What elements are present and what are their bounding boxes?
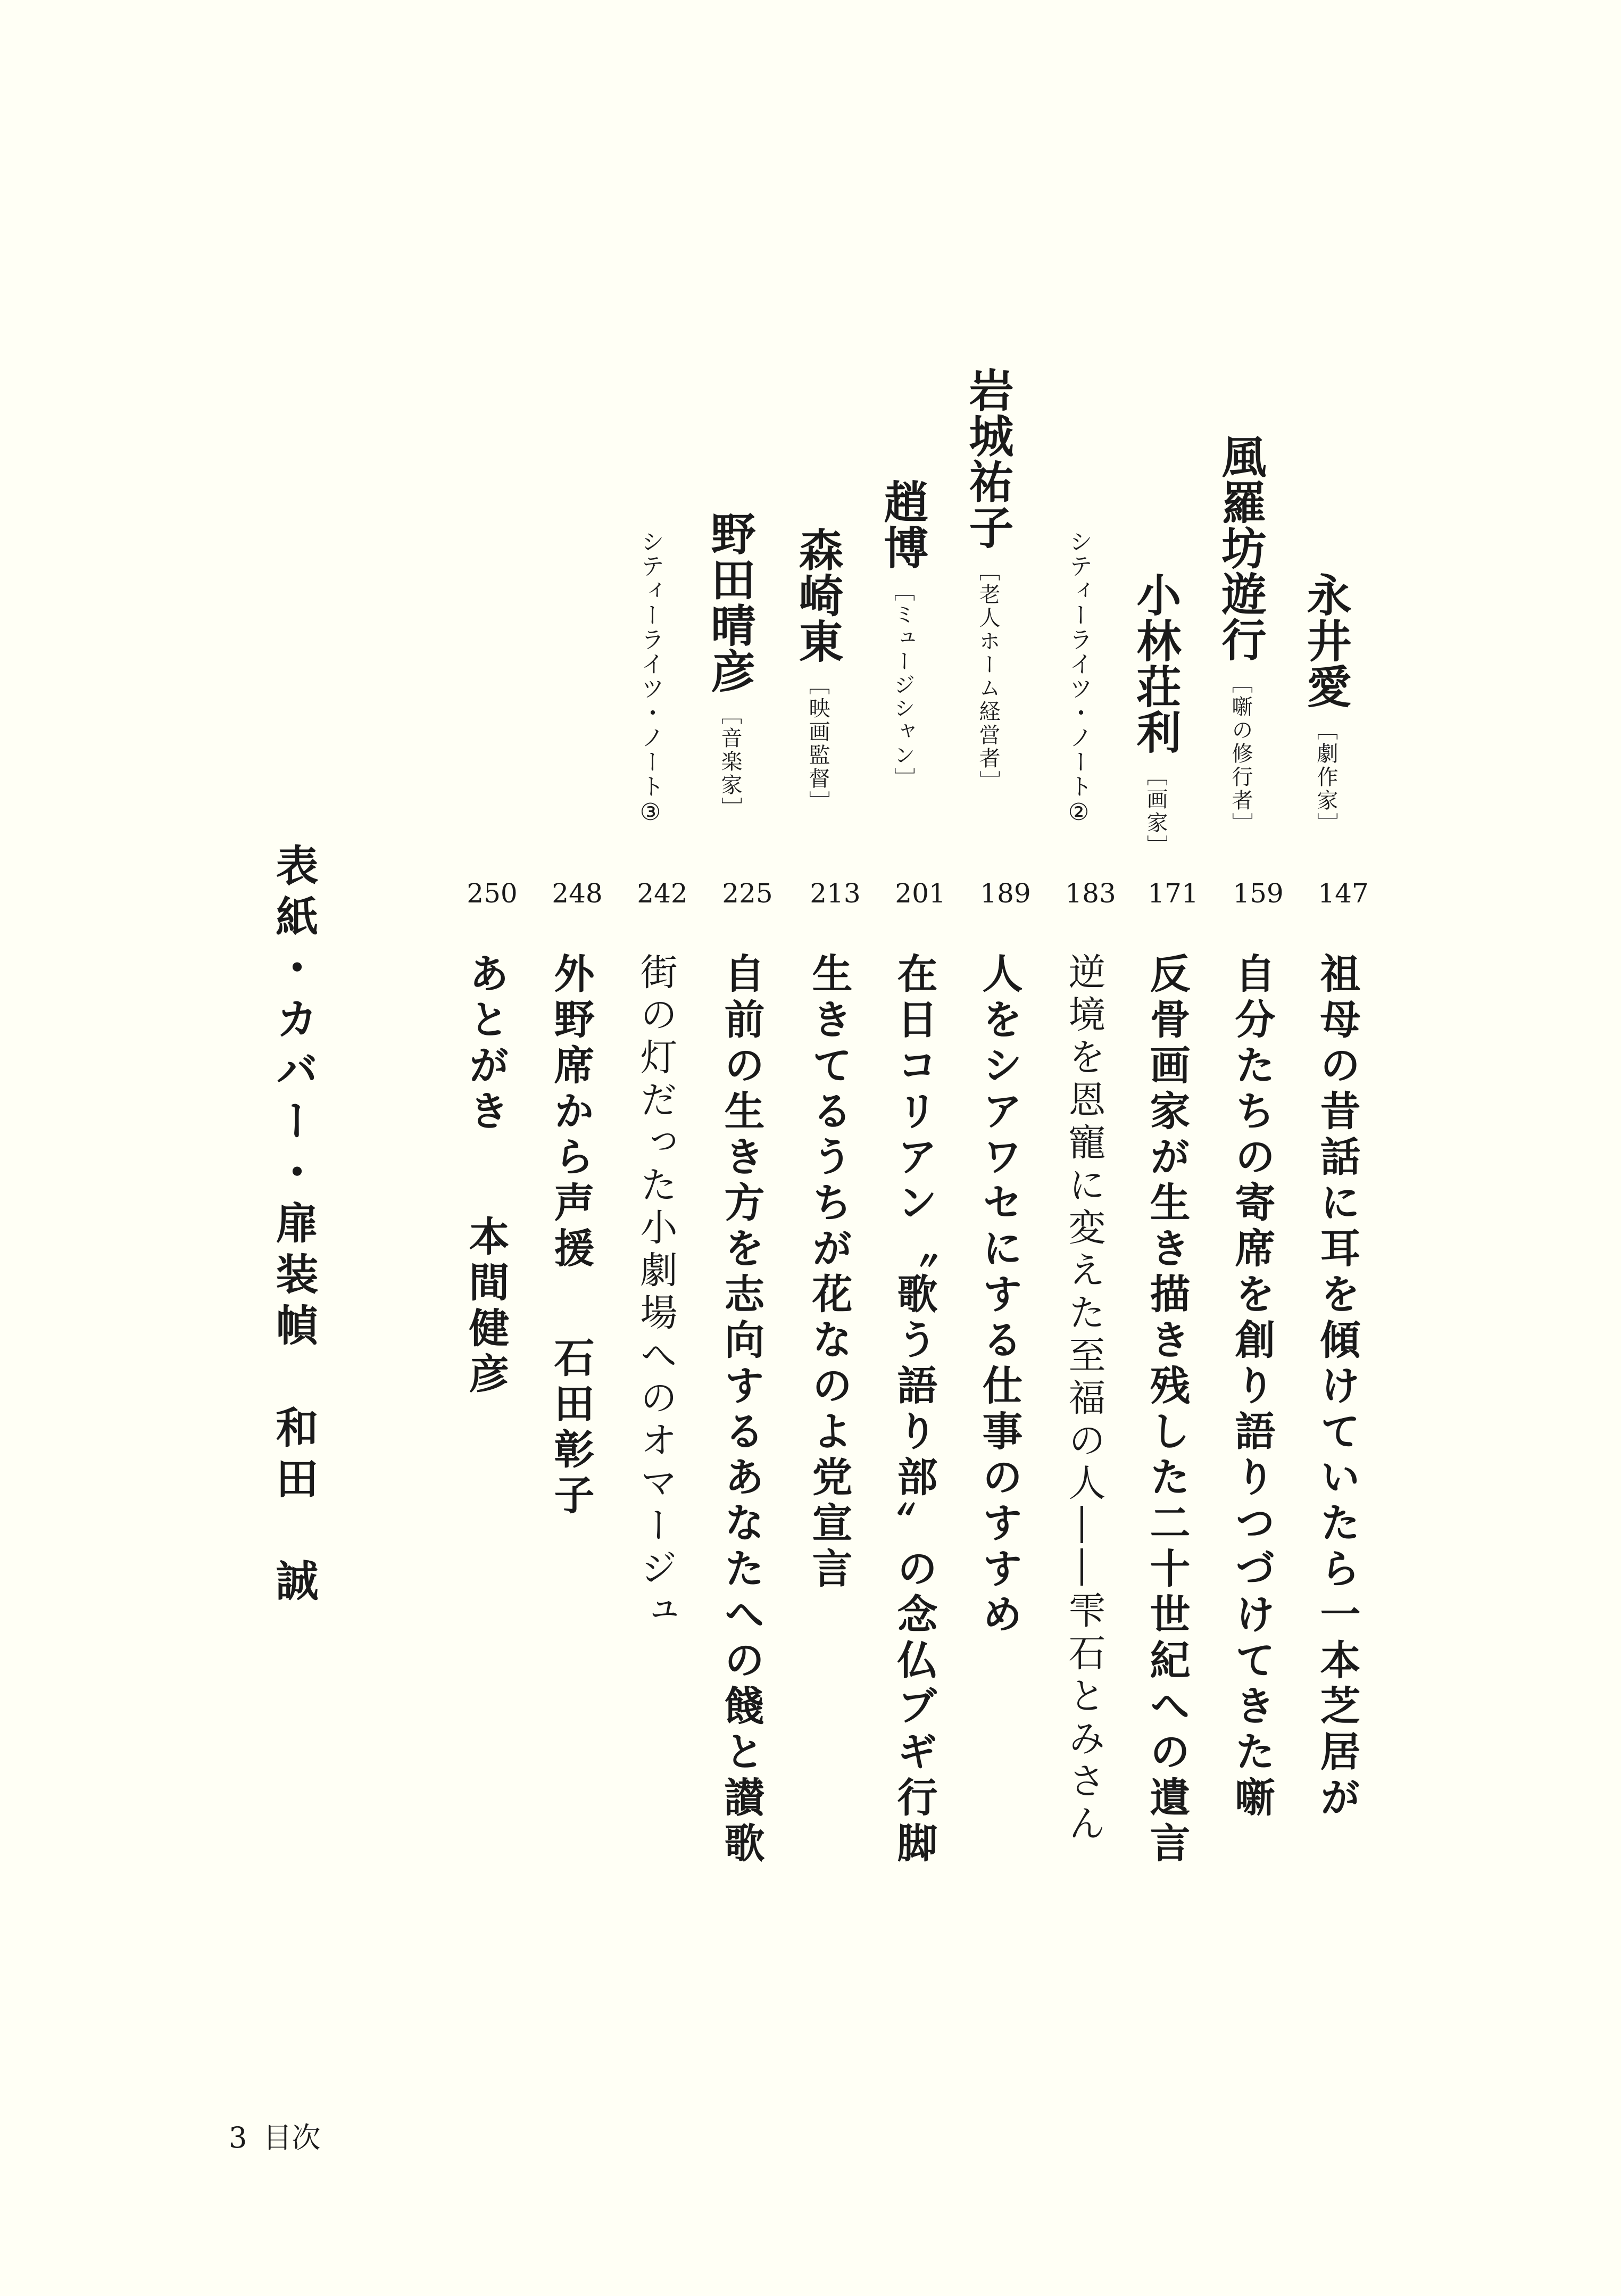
design-credit: 表紙・カバー・扉装幀 和田 誠 bbox=[269, 843, 319, 1610]
toc-entry bbox=[452, 0, 532, 2296]
chapter-title: 反骨画家が生き描き残した二十世紀への遺言 bbox=[1143, 952, 1191, 1868]
chapter-title-text: 街の灯だった小劇場へのオマージュ bbox=[634, 952, 678, 1634]
chapter-title bbox=[1064, 952, 1104, 1846]
person-name: 小林荘利 bbox=[1129, 572, 1182, 755]
page-number: 250 bbox=[467, 878, 518, 909]
toc-entry bbox=[877, 0, 960, 2296]
person-name: 趙博 bbox=[877, 479, 929, 570]
chapter-author: 本間健彦 bbox=[462, 1215, 510, 1398]
toc-entry bbox=[792, 0, 875, 2296]
toc-entry bbox=[537, 0, 617, 2296]
series-note: シティーライツ・ノート② bbox=[1065, 529, 1092, 827]
person-name: 岩城祐子 bbox=[962, 367, 1015, 550]
footer-page-number: 3 bbox=[229, 2121, 247, 2154]
chapter-title bbox=[547, 952, 595, 1520]
person-name: 永井愛 bbox=[1300, 572, 1352, 709]
person-role: ［老人ホーム経営者］ bbox=[976, 560, 1000, 794]
chapter-title: 生きてるうちが花なのよ党宣言 bbox=[805, 952, 853, 1593]
page-number: 242 bbox=[637, 878, 688, 909]
person-block bbox=[792, 527, 844, 814]
person-name: 風羅坊遊行 bbox=[1215, 434, 1267, 662]
chapter-title: 人をシアワセにする仕事のすすめ bbox=[976, 952, 1023, 1639]
person-block bbox=[877, 479, 929, 791]
chapter-title bbox=[462, 952, 510, 1398]
series-note: シティーライツ・ノート③ bbox=[637, 529, 664, 827]
toc-entry bbox=[1051, 0, 1130, 2296]
person-name: 森崎東 bbox=[792, 527, 844, 664]
chapter-title-text: 逆境を恩寵に変えた至福の人――雫石とみさん bbox=[1062, 952, 1106, 1846]
toc-entry bbox=[962, 0, 1045, 2296]
chapter-title bbox=[636, 952, 676, 1634]
chapter-title: 自前の生き方を志向するあなたへの餞と讃歌 bbox=[718, 952, 765, 1868]
chapter-title: 祖母の昔話に耳を傾けていたら一本芝居が bbox=[1314, 952, 1361, 1822]
toc-entry bbox=[1129, 0, 1213, 2296]
toc-entry bbox=[1300, 0, 1383, 2296]
chapter-title: 自分たちの寄席を創り語りつづけてきた噺 bbox=[1228, 952, 1276, 1822]
person-role: ［劇作家］ bbox=[1314, 719, 1338, 836]
person-role: ［映画監督］ bbox=[805, 674, 830, 814]
page-number: 248 bbox=[552, 878, 603, 909]
page-number: 213 bbox=[810, 878, 861, 909]
person-role: ［画家］ bbox=[1143, 765, 1168, 858]
chapter-title-text: あとがき bbox=[462, 952, 510, 1135]
page-number: 189 bbox=[980, 878, 1031, 909]
person-block bbox=[704, 511, 757, 820]
page-number: 183 bbox=[1065, 878, 1116, 909]
person-block bbox=[1300, 572, 1352, 836]
person-role: ［噺の修行者］ bbox=[1228, 672, 1253, 836]
chapter-author: 石田彰子 bbox=[547, 1337, 595, 1520]
person-role: ［ミュージシャン］ bbox=[891, 580, 915, 791]
page-number: 147 bbox=[1318, 878, 1369, 909]
page-number: 159 bbox=[1233, 878, 1284, 909]
toc-entry bbox=[1215, 0, 1298, 2296]
chapter-title: 在日コリアン〝歌う語り部〟の念仏ブギ行脚 bbox=[891, 952, 938, 1868]
chapter-title-text: 外野席から声援 bbox=[547, 952, 595, 1273]
person-role: ［音楽家］ bbox=[718, 703, 742, 820]
footer-label: 目次 bbox=[263, 2121, 321, 2154]
person-block bbox=[962, 367, 1015, 794]
page-number: 225 bbox=[722, 878, 773, 909]
page-number: 201 bbox=[895, 878, 946, 909]
person-block bbox=[1215, 434, 1267, 836]
toc-entry bbox=[704, 0, 787, 2296]
toc-entry bbox=[622, 0, 702, 2296]
person-block bbox=[1129, 572, 1182, 858]
page-number: 171 bbox=[1148, 878, 1199, 909]
page-footer bbox=[229, 2115, 336, 2156]
person-name: 野田晴彦 bbox=[704, 511, 757, 694]
